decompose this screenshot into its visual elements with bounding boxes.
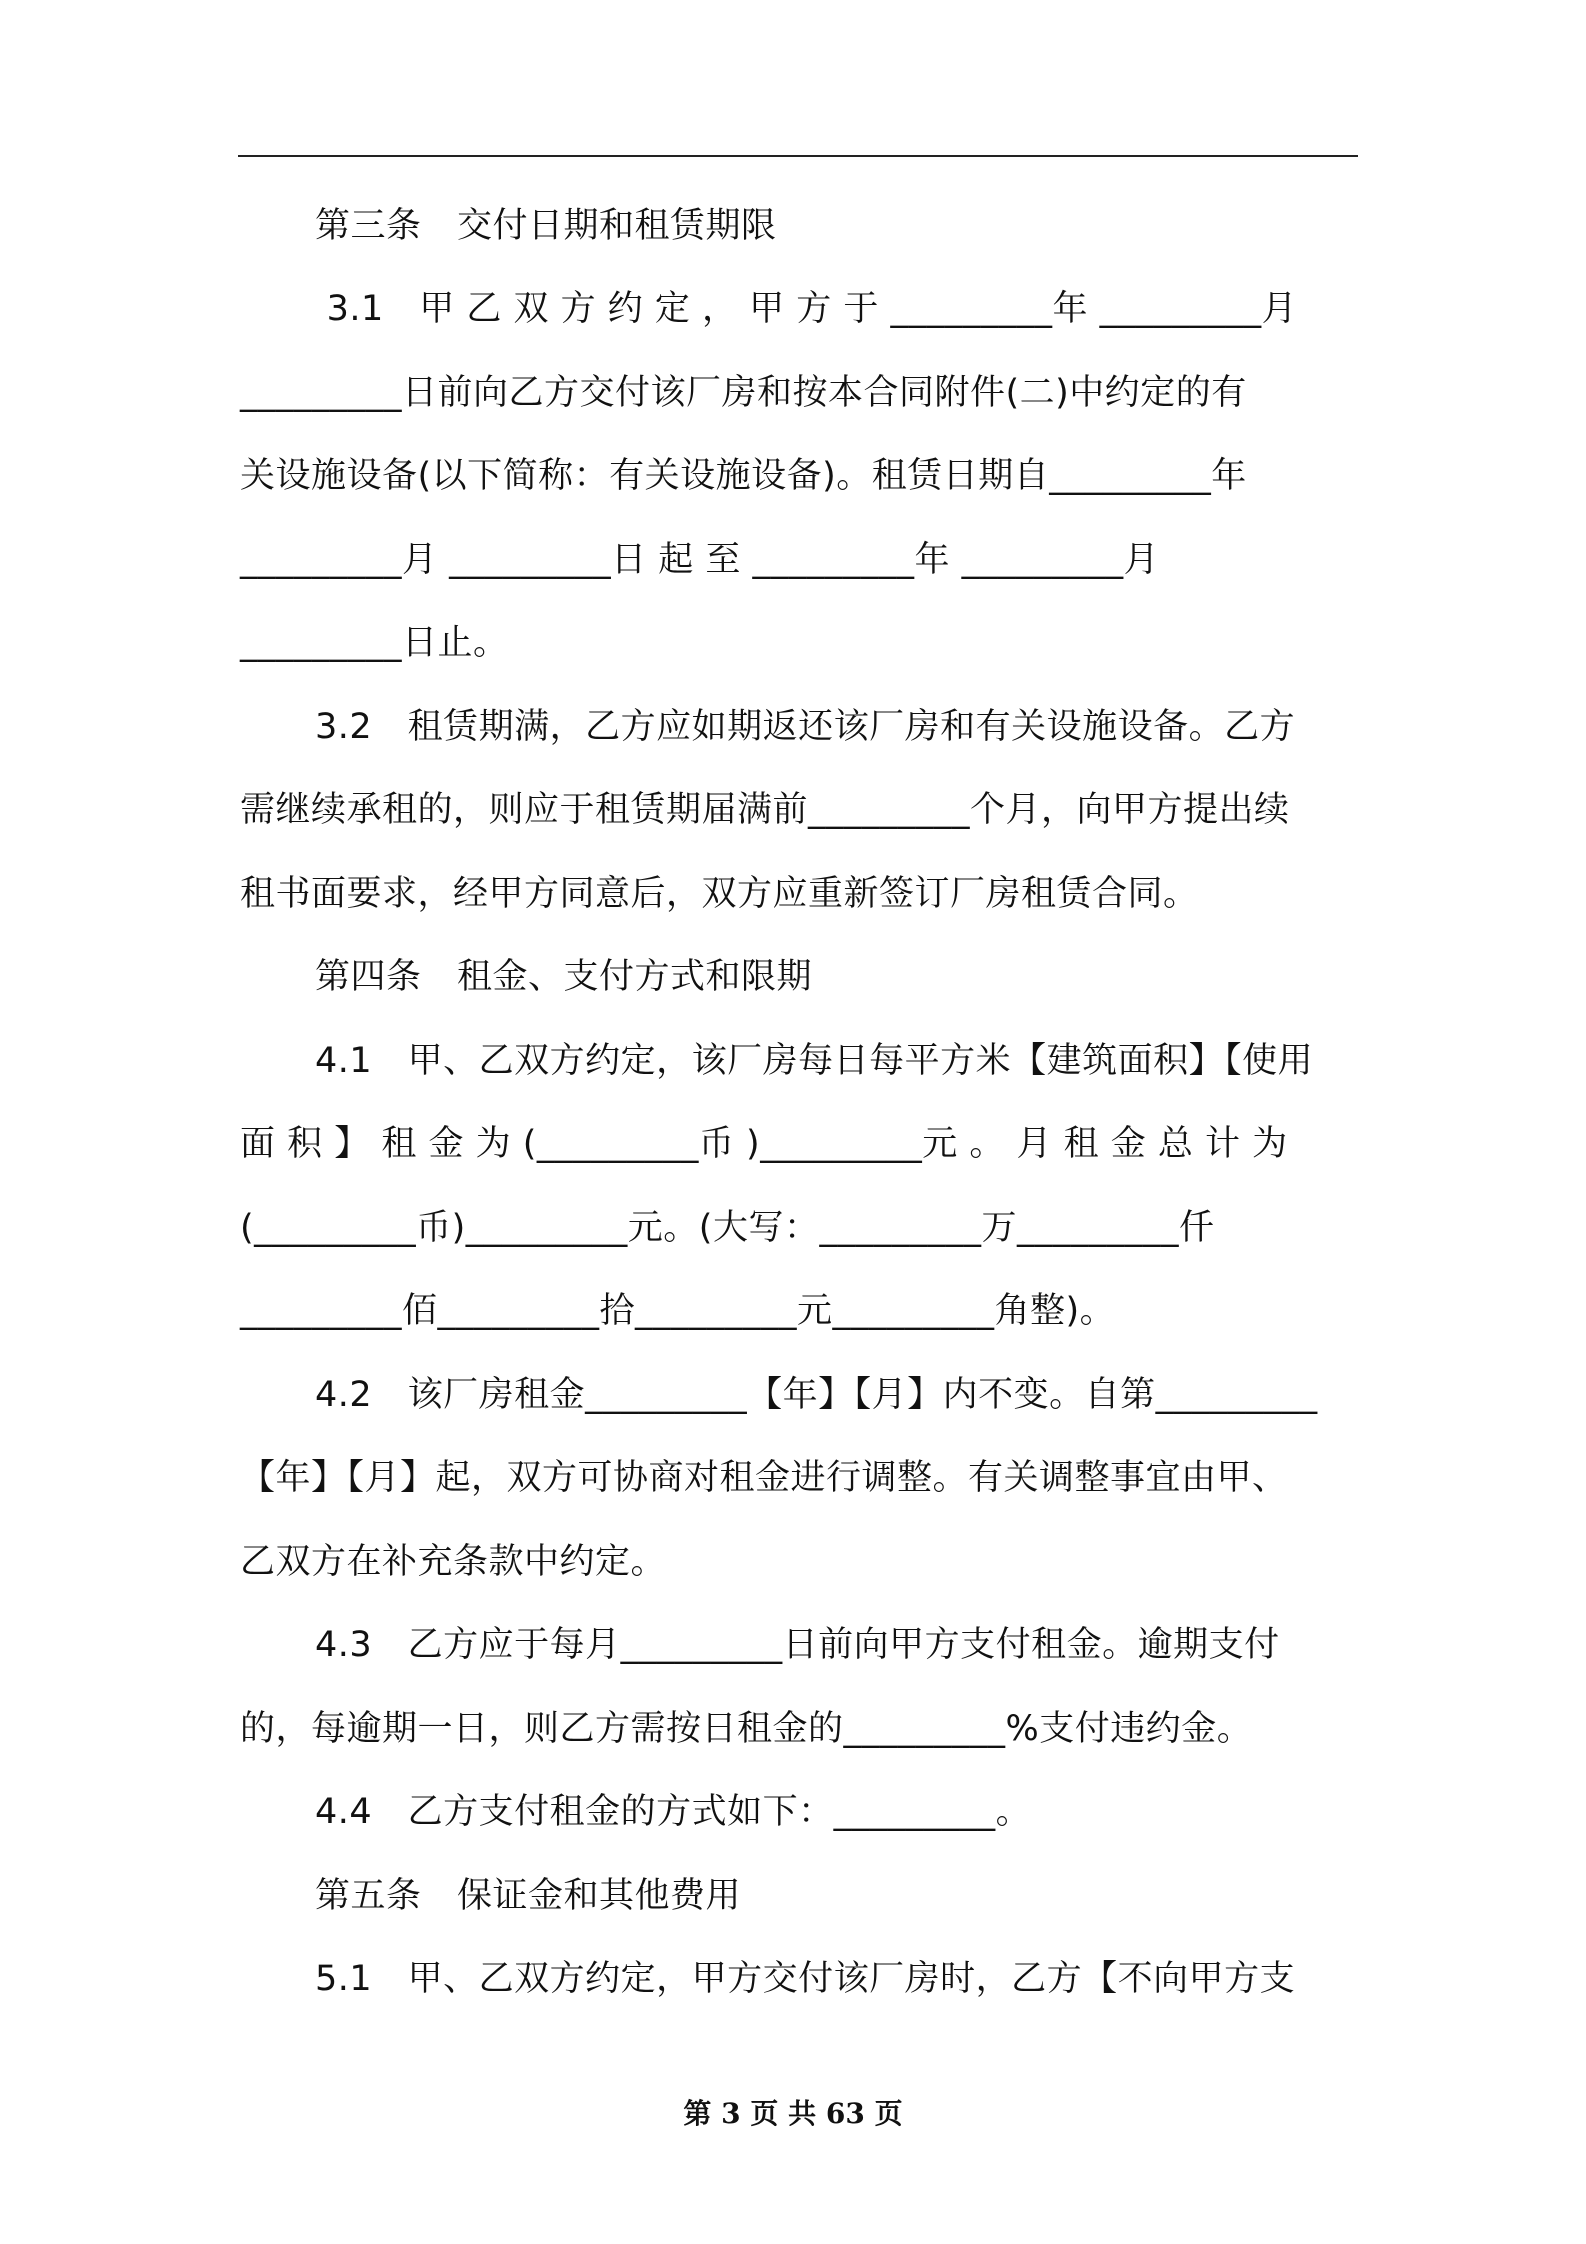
clause-3-1-line-5: _________日止。 [240,623,509,663]
clause-4-1-line-2: 面 积 】 租 金 为 (_________币 )_________元 。 月 租 金 总 计 为 [240,1124,1288,1164]
clause-4-4-line-1: 4.4 乙方支付租金的方式如下：_________。 [315,1792,1032,1832]
clause-3-1-line-1: 3.1 甲 乙 双 方 约 定 ， 甲 方 于 _________年 _________月 [315,289,1298,329]
clause-4-2-line-1: 4.2 该厂房租金_________【年】【月】内不变。自第_________ [315,1375,1318,1415]
article-5-heading: 第五条 保证金和其他费用 [315,1876,742,1916]
clause-4-1-line-4: _________佰_________拾_________元_________角整)。 [240,1291,1116,1331]
header-rule [238,155,1358,157]
clause-3-2-line-3: 租书面要求，经甲方同意后，双方应重新签订厂房租赁合同。 [240,874,1199,914]
page-number-footer: 第 3 页 共 63 页 [683,2097,903,2130]
clause-4-1-line-1: 4.1 甲、乙双方约定，该厂房每日每平方米【建筑面积】【使用 [315,1041,1314,1081]
clause-4-1-line-3: (_________币)_________元。(大写：_________万_________仟 [240,1208,1215,1248]
clause-3-1-line-2: _________日前向乙方交付该厂房和按本合同附件(二)中约定的有 [240,373,1247,413]
clause-4-3-line-2: 的，每逾期一日，则乙方需按日租金的_________%支付违约金。 [240,1709,1253,1749]
clause-3-1-line-3: 关设施设备(以下简称：有关设施设备)。租赁日期自_________年 [240,456,1247,496]
clause-4-3-line-1: 4.3 乙方应于每月_________日前向甲方支付租金。逾期支付 [315,1625,1280,1665]
article-4-heading: 第四条 租金、支付方式和限期 [315,957,813,997]
clause-3-2-line-2: 需继续承租的，则应于租赁期届满前_________个月，向甲方提出续 [240,790,1290,830]
clause-5-1-line-1: 5.1 甲、乙双方约定，甲方交付该厂房时，乙方【不向甲方支 [315,1959,1296,1999]
article-3-heading: 第三条 交付日期和租赁期限 [315,206,777,246]
clause-3-2-line-1: 3.2 租赁期满，乙方应如期返还该厂房和有关设施设备。乙方 [315,707,1296,747]
clause-3-1-line-4: _________月 _________日 起 至 _________年 _________月 [240,540,1160,580]
clause-4-2-line-2: 【年】【月】起，双方可协商对租金进行调整。有关调整事宜由甲、 [240,1458,1288,1498]
clause-4-2-line-3: 乙双方在补充条款中约定。 [240,1542,667,1582]
